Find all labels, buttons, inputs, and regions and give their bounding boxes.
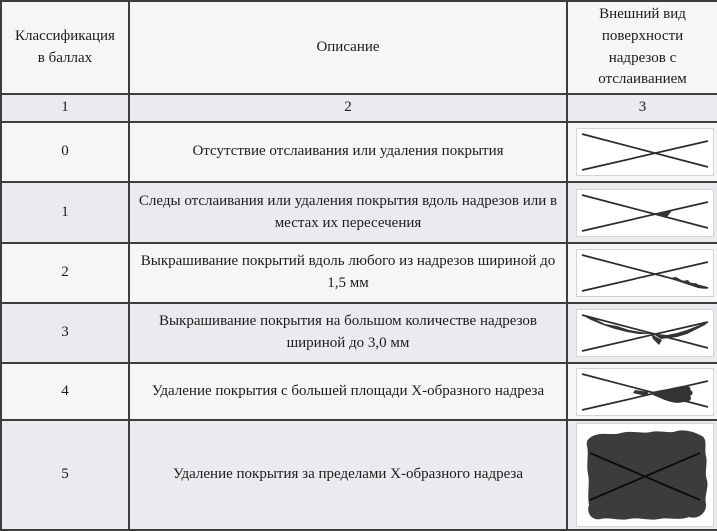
header-row: [1, 1, 717, 94]
description-cell: Удаление покрытия за пределами Х-образного надреза: [129, 420, 567, 530]
x-cut-beyond-icon: [577, 424, 713, 526]
header-classification: Классификация в баллах: [1, 1, 129, 94]
figure-cell: [567, 303, 717, 363]
table-row: [1, 420, 717, 530]
x-cut-figure: [576, 423, 714, 527]
description-cell: Выкрашивание покрытия на большом количестве надрезов шириной до 3,0 мм: [129, 303, 567, 363]
score-cell: 1: [1, 182, 129, 243]
table-row: [1, 243, 717, 303]
description-cell: Следы отслаивания или удаления покрытия вдоль надрезов или в местах их пересечения: [129, 182, 567, 243]
score-cell: 2: [1, 243, 129, 303]
description-cell: Выкрашивание покрытий вдоль любого из надрезов шириной до 1,5 мм: [129, 243, 567, 303]
header-appearance: Внешний вид поверхности надрезов с отслаиванием: [567, 1, 717, 94]
figure-cell: [567, 243, 717, 303]
description-cell: Удаление покрытия с большей площади Х-образного надреза: [129, 363, 567, 420]
x-cut-figure: [576, 128, 714, 176]
column-number-2: 2: [129, 94, 567, 122]
column-number-1: 1: [1, 94, 129, 122]
figure-cell: [567, 122, 717, 182]
table-row: [1, 303, 717, 363]
header-description: Описание: [129, 1, 567, 94]
score-cell: 4: [1, 363, 129, 420]
table-row: [1, 363, 717, 420]
x-cut-figure: [576, 309, 714, 357]
score-cell: 0: [1, 122, 129, 182]
table-row: [1, 122, 717, 182]
x-cut-spot-icon: [577, 190, 713, 236]
table-row: [1, 182, 717, 243]
x-cut-figure: [576, 249, 714, 297]
description-cell: Отсутствие отслаивания или удаления покрытия: [129, 122, 567, 182]
x-cut-figure: [576, 189, 714, 237]
x-cut-flaking-many-icon: [577, 310, 713, 356]
clean-x-cut-icon: [577, 129, 713, 175]
column-number-row: [1, 94, 717, 122]
x-cut-large-area-icon: [577, 369, 713, 415]
figure-cell: [567, 420, 717, 530]
score-cell: 5: [1, 420, 129, 530]
score-cell: 3: [1, 303, 129, 363]
column-number-3: 3: [567, 94, 717, 122]
x-cut-flaking-one-icon: [577, 250, 713, 296]
figure-cell: [567, 363, 717, 420]
figure-cell: [567, 182, 717, 243]
x-cut-figure: [576, 368, 714, 416]
